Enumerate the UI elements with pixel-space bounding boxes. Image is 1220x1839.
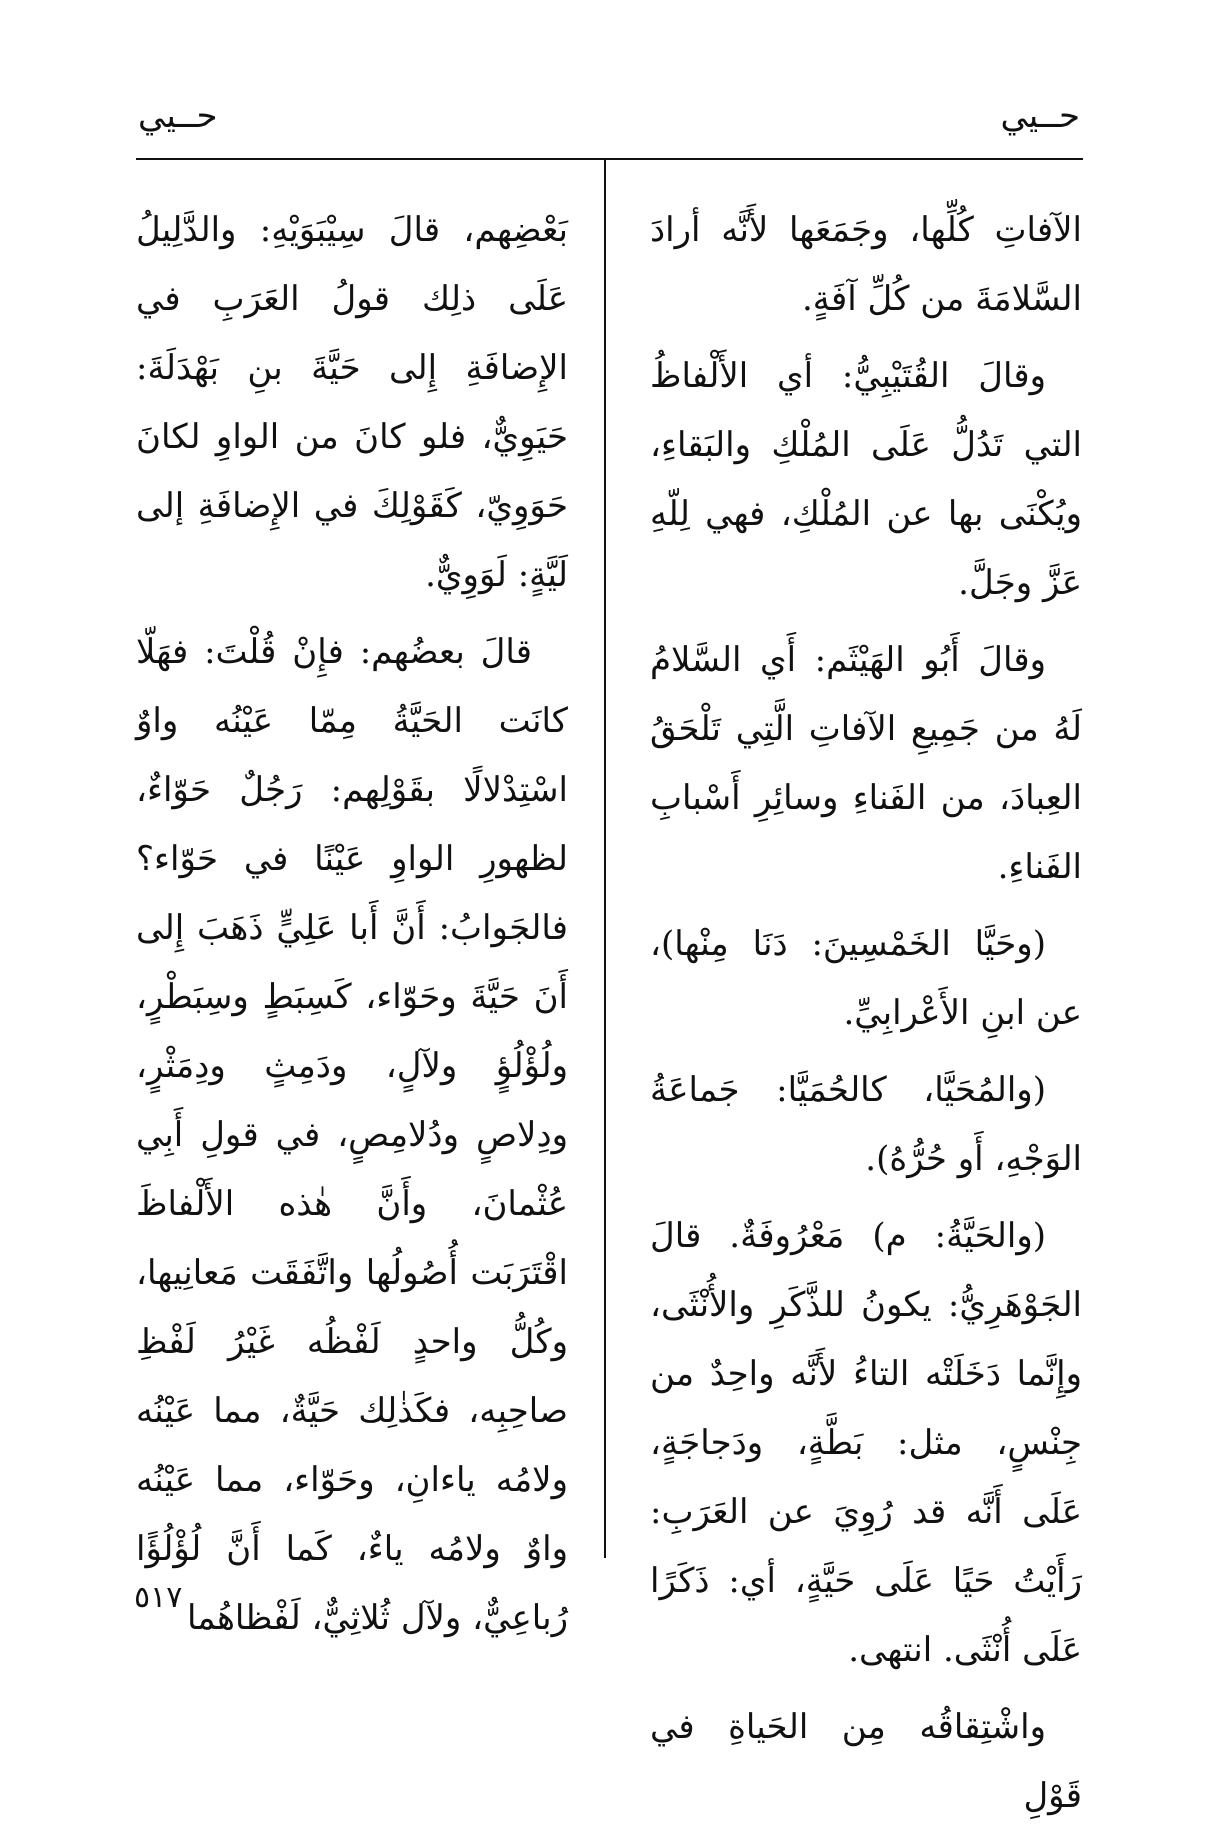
paragraph: الآفاتِ كُلِّها، وجَمَعَها لأَنَّه أرادَ السَّلامَةَ من كُلِّ آفَةٍ. (650, 210, 1082, 319)
paragraph: (والحَيَّةُ: م) مَعْرُوفَةٌ. قالَ الجَوْهَرِيُّ: يكونُ للذَّكَرِ والأُنْثَى، وإِنَّما دَخَلَتْه التاءُ لأَنَّه واحِدٌ من جِنْسٍ، مثل: بَطَّةٍ، ودَجاجَةٍ، عَلَى أَنَّه قد رُوِيَ عن العَرَبِ: رَأَيْتُ حَيًا عَلَى حَيَّةٍ، أي: ذَكَرًا عَلَى أُنْثَى. انتهى. (650, 1216, 1082, 1670)
page-number: ٥١٧ (134, 1580, 183, 1615)
left-column (136, 196, 568, 1661)
right-column (650, 196, 1082, 1839)
paragraph: (وحَيَّا الخَمْسِينَ: دَنَا مِنْها)، عن ابنِ الأَعْرابِيِّ. (650, 924, 1082, 1033)
paragraph: وقالَ القُتَيْبِيُّ: أي الأَلْفاظُ التي تَدُلُّ عَلَى المُلْكِ والبَقاءِ، ويُكْنَى بها عن المُلْكِ، فهي لِلّهِ عَزَّ وجَلَّ. (650, 356, 1082, 603)
header-rule (136, 158, 1083, 160)
page-header-right: حــيي (1000, 96, 1080, 136)
paragraph: وقالَ أَبُو الهَيْثَم: أَي السَّلامُ لَهُ من جَمِيعِ الآفاتِ الَّتِي تَلْحَقُ العِبادَ، من الفَناءِ وسائِرِ أَسْبابِ الفَناءِ. (650, 640, 1082, 887)
page-header-left: حــيي (138, 96, 218, 136)
column-divider (604, 158, 606, 1558)
paragraph: قالَ بعضُهم: فإِنْ قُلْتَ: فهَلّا كانَت الحَيَّةُ مِمّا عَيْنُه واوٌ اسْتِدْلالًا بقَوْلِهم: رَجُلٌ حَوّاءٌ، لظهورِ الواوِ عَيْنًا في حَوّاء؟ فالجَوابُ: أَنَّ أَبا عَلِيٍّ ذَهَبَ إِلى أَنَ حَيَّةَ وحَوّاء، كَسِبَطٍ وسِبَطْرٍ، ولُؤْلُؤٍ ولآلٍ، ودَمِثٍ ودِمَثْرٍ، ودِلاصٍ ودُلامِصٍ، في قولِ أَبِي عُثْمانَ، وأَنَّ هٰذه الأَلْفاظَ اقْتَرَبَت أُصُولُها واتَّفَقَت مَعانِيها، وكُلُّ واحدٍ لَفْظُه غَيْرُ لَفْظِ صاحِبِه، فكَذٰلِك حَيَّةٌ، مما عَيْنُه ولامُه ياءانِ، وحَوّاء، مما عَيْنُه واوٌ ولامُه ياءٌ، كَما أَنَّ لُؤْلُؤًا رُباعِيٌّ، ولآل ثُلاثِيٌّ، لَفْظاهُما (136, 632, 568, 1638)
paragraph: واشْتِقاقُه مِن الحَياةِ في قَوْلِ (650, 1707, 1082, 1816)
paragraph: (والمُحَيَّا، كالحُمَيَّا: جَماعَةُ الوَجْهِ، أَو حُرُّهُ). (650, 1070, 1082, 1179)
paragraph: بَعْضِهم، قالَ سِيْبَوَيْهِ: والدَّلِيلُ عَلَى ذلِك قولُ العَرَبِ في الإِضافَةِ إِلى حَيَّةَ بنِ بَهْدَلَةَ: حَيَوِيٌّ، فلو كانَ من الواوِ لكانَ حَوَوِيّ، كَقَوْلِكَ في الإِضافَةِ إلى لَيَّةٍ: لَوَوِيٌّ. (136, 210, 568, 595)
